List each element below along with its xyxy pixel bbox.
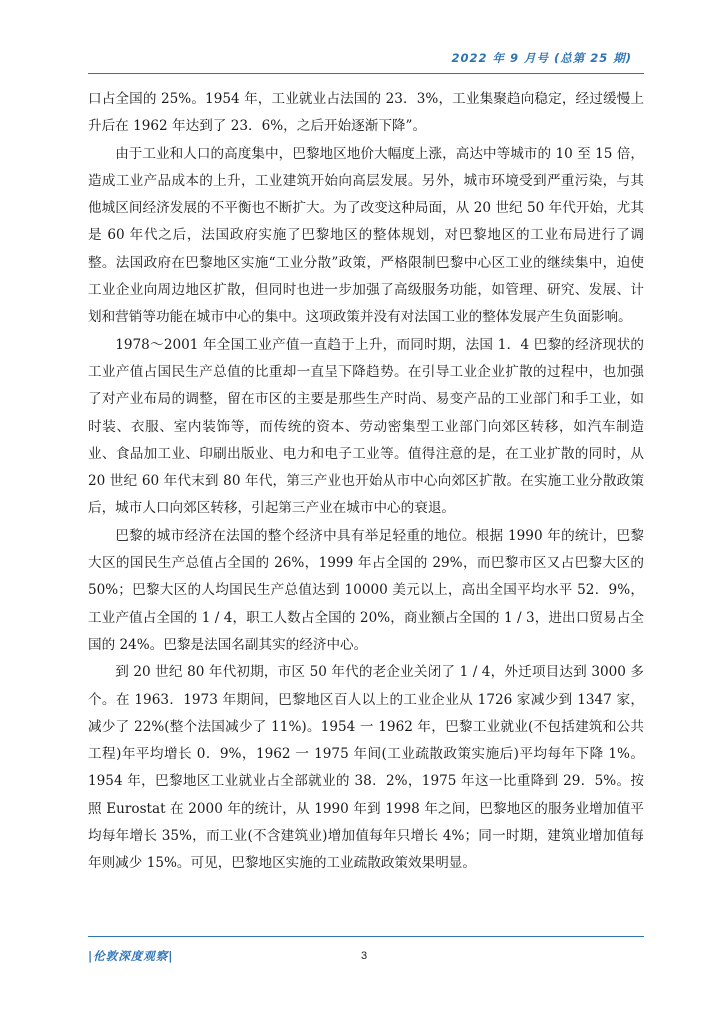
issue-header: 2022 年 9 月号 (总第 25 期) xyxy=(451,51,632,65)
paragraph: 巴黎的城市经济在法国的整个经济中具有举足轻重的地位。根据 1990 年的统计，巴黎大区的国民生产总值占全国的 26%，1999 年占全国的 29%，而巴黎市区又占巴黎大区的 50%；巴黎大区的人均国民生产总值达到 10000 美元以上，高出全国平均水平 52．9%，工业产值占全国的 1 / 4，职工人数占全国的 20%，商业额占全国的 1 / 3，进出口贸易占全国的 24%。巴黎是法国名副其实的经济中心。 xyxy=(88,527,644,653)
paragraph: 到 20 世纪 80 年代初期，市区 50 年代的老企业关闭了 1 / 4，外迁项目达到 3000 多个。在 1963．1973 年期间，巴黎地区百人以上的工业企业从 1726 家减少到 1347 家，减少了 22%(整个法国减少了 11%)。1954 一 1962 年，巴黎工业就业(不包括建筑和公共工程)年平均增长 0．9%，1962 一 1975 年间(工业疏散政策实施后)平均每年下降 1%。1954 年，巴黎地区工业就业占全部就业的 38．2%，1975 年这一比重降到 29．5%。按照 Eurostat 在 2000 年的统计，从 1990 年到 1998 年之间，巴黎地区的服务业增加值平均每年增长 35%，而工业(不含建筑业)增加值每年只增长 4%；同一时期，建筑业增加值每年则减少 15%。可见，巴黎地区实施的工业疏散政策效果明显。 xyxy=(88,664,644,872)
paragraph-continuation: 口占全国的 25%。1954 年，工业就业占法国的 23．3%，工业集聚趋向稳定，经过缓慢上升后在 1962 年达到了 23．6%，之后开始逐渐下降”。 xyxy=(88,91,644,135)
footer-divider xyxy=(88,936,644,937)
paragraph: 由于工业和人口的高度集中，巴黎地区地价大幅度上涨，高达中等城市的 10 至 15 倍，造成工业产品成本的上升，工业建筑开始向高层发展。另外，城市环境受到严重污染，与其他城区间经济发展的不平衡也不断扩大。为了改变这种局面，从 20 世纪 50 年代开始，尤其是 60 年代之后，法国政府实施了巴黎地区的整体规划，对巴黎地区的工业布局进行了调整。法国政府在巴黎地区实施“工业分散”政策，严格限制巴黎中心区工业的继续集中，迫使工业企业向周边地区扩散，但同时也进一步加强了高级服务功能，如管理、研究、发展、计划和营销等功能在城市中心的集中。这项政策并没有对法国工业的整体发展产生负面影响。 xyxy=(88,145,644,326)
footer-brand: |伦敦深度观察| xyxy=(88,949,174,963)
page-number: 3 xyxy=(360,950,368,962)
header-divider xyxy=(88,73,644,74)
paragraph: 1978～2001 年全国工业产值一直趋于上升，而同时期，法国 1．4 巴黎的经济现状的工业产值占国民生产总值的比重却一直呈下降趋势。在引导工业企业扩散的过程中，也加强了对产业布局的调整，留在市区的主要是那些生产时尚、易变产品的工业部门和手工业，如时装、衣服、室内装饰等，而传统的资本、劳动密集型工业部门向郊区转移，如汽车制造业、食品加工业、印刷出版业、电力和电子工业等。值得注意的是，在工业扩散的同时，从 20 世纪 60 年代末到 80 年代，第三产业也开始从市中心向郊区扩散。在实施工业分散政策后，城市人口向郊区转移，引起第三产业在城市中心的衰退。 xyxy=(88,336,644,517)
article-body xyxy=(88,86,644,878)
